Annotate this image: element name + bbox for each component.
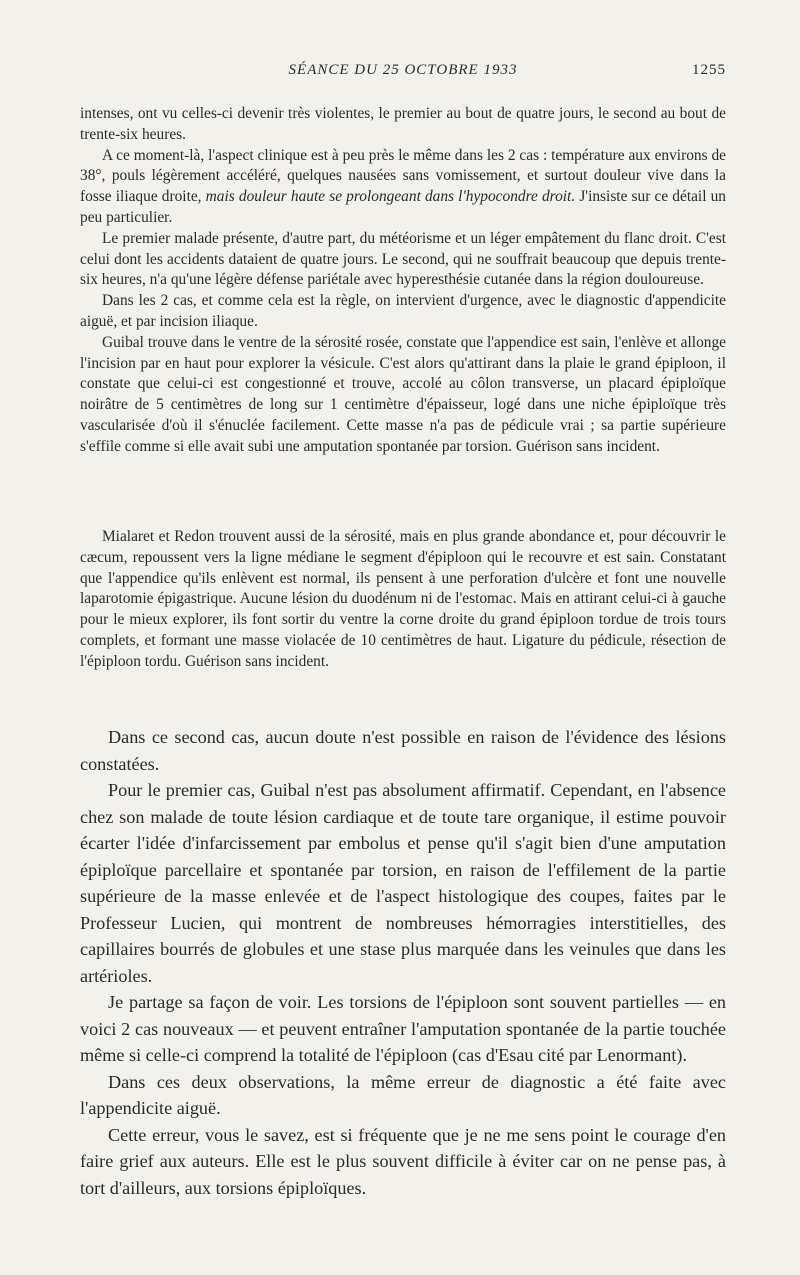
paragraph-guibal-findings: Guibal trouve dans le ventre de la sérosité rosée, constate que l'appendice est sain, l'enlève et allonge l'incision par en haut pour explorer la vésicule. C'est alors qu'attirant dans la plaie le grand épiploon, il constate que celui-ci est congestionné et trouve, accolé au côlon transverse, un placard épiploïque noirâtre de 5 centimètres de long sur 1 centimètre d'épaisseur, logé dans une niche épiploïque très vascularisée d'où il s'énuclée facilement. Cette masse n'a pas de pédicule vrai ; sa partie supérieure s'effile comme si elle avait subi une amputation spontanée par torsion. Guérison sans incident.	[80, 333, 726, 455]
page-number: 1255	[692, 62, 726, 78]
discussion-section	[80, 724, 726, 1201]
paragraph-first-patient: Le premier malade présente, d'autre part, du météorisme et un léger empâtement du flanc droit. C'est celui dont les accidents dataient de quatre jours. Le second, qui ne souffrait beaucoup que depuis trente-six heures, n'a qu'une légère défense pariétale avec hyperesthésie cutanée dans la région douloureuse.	[80, 229, 726, 289]
paragraph-continuation: intenses, ont vu celles-ci devenir très violentes, le premier au bout de quatre jours, le second au bout de trente-six heures.	[80, 105, 726, 143]
paragraph-clinical-aspect	[80, 146, 726, 229]
text-run: A ce moment-là, l'aspect clinique est à peu près le même dans les 2 cas : température aux environs de 38°, pouls légèrement accéléré, quelques nausées sans vomissement, et surtout douleur vive dans la fosse iliaque droite,	[80, 146, 726, 206]
paragraph-mialaret-redon: Mialaret et Redon trouvent aussi de la sérosité, mais en plus grande abondance et, pour découvrir le cæcum, repoussent vers la ligne médiane le segment d'épiploon qui le recouvre et est sain. Constatant que l'appendice qu'ils enlèvent est normal, ils pensent à une perforation d'ulcère et font une nouvelle laparotomie épigastrique. Aucune lésion du duodénum ni de l'estomac. Mais en attirant celui-ci à gauche pour le mieux explorer, ils font sortir du ventre la corne droite du grand épiploon tordue de trois tours complets, et formant une masse violacée de 10 centimètres de haut. Ligature du pédicule, résection de l'épiploon tordu. Guérison sans incident.	[80, 528, 726, 670]
running-title: SÉANCE DU 25 OCTOBRE 1933	[288, 62, 518, 78]
paragraph-first-case: Pour le premier cas, Guibal n'est pas absolument affirmatif. Cependant, en l'absence chez son malade de toute lésion cardiaque et de toute tare organique, il estime pouvoir écarter l'idée d'infarcissement par embolus et pense qu'il s'agit bien d'une amputation épiploïque parcellaire et spontanée par torsion, en raison de l'effilement de la partie supérieure de la masse enlevée et de l'aspect histologique des coupes, faites par le Professeur Lucien, qui montrent de nombreuses hémorragies interstitielles, des capillaires bourrés de globules et une stase plus marquée dans les veinules que dans les artérioles.	[80, 780, 726, 986]
second-case-section	[80, 527, 726, 673]
paragraph-opinion: Je partage sa façon de voir. Les torsions de l'épiploon sont souvent partielles — en voici 2 cas nouveaux — et peuvent entraîner l'amputation spontanée de la partie touchée même si celle-ci comprend la totalité de l'épiploon (cas d'Esau cité par Lenormant).	[80, 992, 726, 1065]
page-header	[80, 62, 726, 86]
emphasized-text: mais douleur haute se prolongeant dans l'hypocondre droit.	[205, 188, 576, 206]
paragraph-diagnostic-error: Dans ces deux observations, la même erreur de diagnostic a été faite avec l'appendicite aiguë.	[80, 1071, 726, 1118]
paragraph-intervention: Dans les 2 cas, et comme cela est la règle, on intervient d'urgence, avec le diagnostic d'appendicite aiguë, et par incision iliaque.	[80, 292, 726, 330]
paragraph-second-case: Dans ce second cas, aucun doute n'est possible en raison de l'évidence des lésions constatées.	[80, 727, 726, 774]
case-reports-section	[80, 104, 726, 458]
paragraph-conclusion: Cette erreur, vous le savez, est si fréquente que je ne me sens point le courage d'en faire grief aux auteurs. Elle est le plus souvent difficile à éviter car on ne pense pas, à tort d'ailleurs, aux torsions épiploïques.	[80, 1124, 726, 1198]
text-run: J'insiste sur ce détail un peu particulier.	[80, 188, 726, 226]
